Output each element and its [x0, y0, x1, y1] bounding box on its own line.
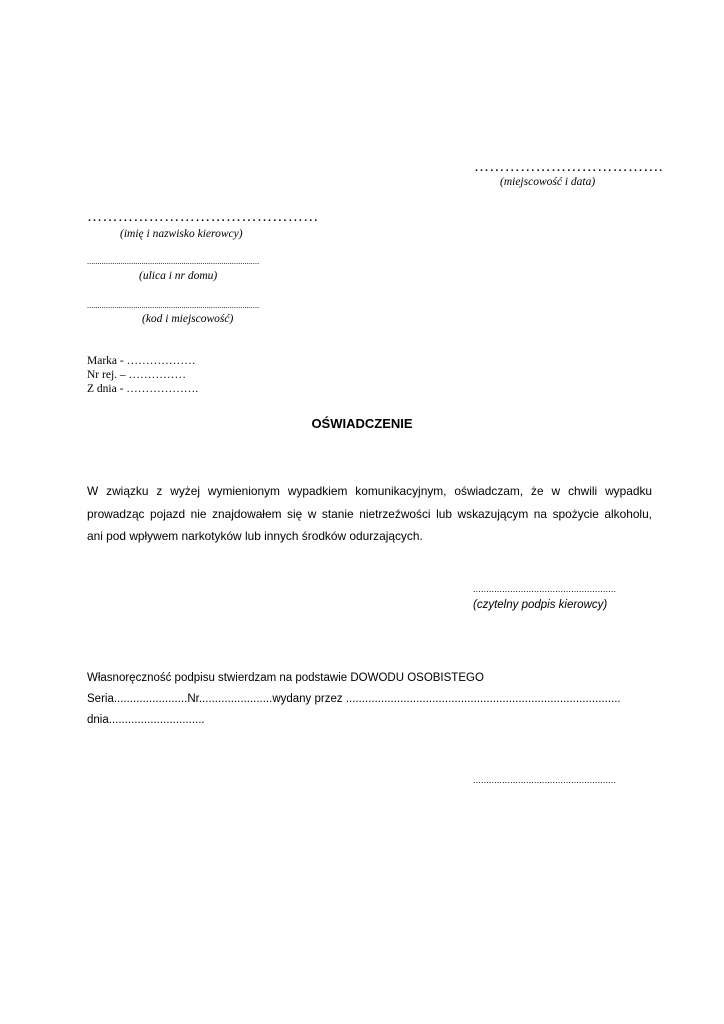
street-field: ..................................................................................: [87, 257, 260, 266]
statement-body: [87, 480, 652, 548]
vehicle-date-line: Z dnia - ……………….: [87, 383, 199, 396]
driver-name-caption: (imię i nazwisko kierowcy): [120, 228, 243, 240]
certification-line-2: Seria.......................Nr.......................wydany przez ......................................................................................: [87, 693, 621, 705]
driver-signature-caption: (czytelny podpis kierowcy): [473, 599, 608, 611]
statement-line-2: prowadząc pojazd nie znajdowałem się w stanie nietrzeźwości lub wskazującym na spożycie alkoholu,: [87, 506, 652, 521]
certification-block: [87, 668, 621, 731]
official-signature-field: ......................................................: [473, 775, 617, 785]
vehicle-make-line: Marka - ………………: [87, 355, 196, 367]
driver-name-field: ………………………………………: [87, 209, 319, 225]
document-title: OŚWIADCZENIE: [311, 416, 413, 431]
place-date-field: ……………………………….: [474, 159, 663, 175]
postal-city-caption: (kod i miejscowość): [142, 313, 234, 325]
statement-line-3: ani pod wpływem narkotyków lub innych środków odurzających.: [87, 529, 423, 543]
driver-signature-field: ......................................................: [473, 584, 617, 594]
certification-line-3: dnia..............................: [87, 714, 205, 726]
postal-city-field: ..................................................................................: [87, 301, 260, 310]
vehicle-registration-line: Nr rej. – ……………: [87, 369, 187, 382]
vehicle-info: [87, 354, 198, 397]
street-caption: (ulica i nr domu): [139, 270, 218, 282]
place-date-caption: (miejscowość i data): [500, 176, 596, 188]
certification-line-1: Własnoręczność podpisu stwierdzam na podstawie DOWODU OSOBISTEGO: [87, 672, 484, 684]
statement-line-1: W związku z wyżej wymienionym wypadkiem komunikacyjnym, oświadczam, że w chwili wypadku: [87, 484, 652, 498]
